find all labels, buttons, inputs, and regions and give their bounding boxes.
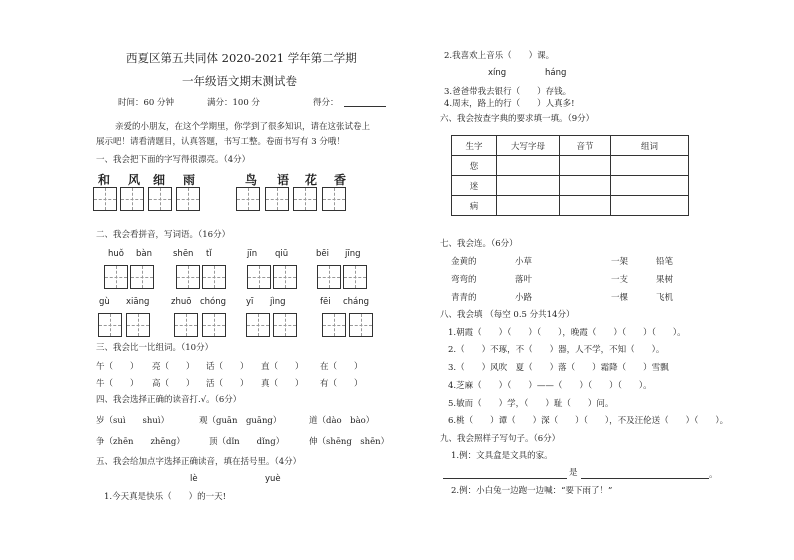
q5-sentence[interactable]: 2.我喜欢上音乐（ ）课。 [444,51,555,61]
table-header-row [452,136,689,156]
match-item[interactable]: 铅笔 [656,257,674,267]
q5-sentence[interactable]: 1.今天真是快乐（ ）的一天! [104,492,227,502]
q4-item[interactable]: 顶（dǐn dǐng） [209,437,285,447]
pinyin: yī [246,297,254,307]
exam-subtitle: 一年级语文期末测试卷 [182,74,297,88]
q4-item[interactable]: 观（guān guāng） [199,416,282,426]
exam-got-label: 得分： [313,98,339,108]
q9-example: 2.例：小白兔一边跑一边喊：“要下雨了！” [451,486,613,496]
q1-char: 香 [334,173,347,187]
q1-char: 语 [277,173,290,187]
table-cell: 病 [452,196,497,216]
match-item[interactable]: 一架 [611,257,629,267]
q4-item[interactable]: 道（dào bào） [309,416,375,426]
match-item[interactable]: 一支 [611,275,629,285]
writing-grid[interactable] [322,187,346,211]
q6-title: 六、我会按查字典的要求填一填。（9分） [440,114,595,124]
exam-score: 满分：100 分 [207,98,260,108]
fill-line[interactable]: 5.敏而（ ）学，（ ）耻（ ）问。 [448,399,614,409]
writing-grid[interactable] [104,265,128,289]
q9-example: 1.例：文具盒是文具的家。 [451,451,553,461]
pinyin: gù [99,297,110,307]
score-blank[interactable] [344,106,386,107]
pinyin: qiū [275,249,289,259]
table-header: 生字 [452,136,497,156]
q3-item[interactable]: 真（ ） [261,379,304,389]
fill-line[interactable]: 3.（ ）风吹 夏（ ）落（ ）霜降（ ）雪飘 [448,363,669,373]
writing-grid[interactable] [236,187,260,211]
writing-grid[interactable] [93,187,117,211]
q8-title: 八、我会填 （每空 0.5 分共14分） [440,310,575,320]
q2-title: 二、我会看拼音，写词语。（16分） [96,230,231,240]
writing-grid[interactable] [343,265,367,289]
exam-time: 时间：60 分钟 [118,98,175,108]
pinyin: jīng [345,249,361,259]
q5-sentence[interactable]: 4.周末，路上的行（ ）人真多! [444,99,575,109]
table-cell-blank[interactable] [611,196,689,216]
match-item[interactable]: 果树 [656,275,674,285]
intro-line-2: 展示吧！请看清题目，认真答题，书写工整。卷面书写有 3 分哦！ [96,137,345,147]
writing-grid[interactable] [126,313,150,337]
fill-line[interactable]: 6.桃（ ）谭（ ）深（ ）（ ），不及汪伦送（ ）（ ）。 [448,416,729,426]
q9-title: 九、我会照样子写句子。（6分） [440,434,561,444]
q1-char: 鸟 [245,173,258,187]
table-cell-blank[interactable] [497,196,560,216]
writing-grid[interactable] [174,313,198,337]
q4-item[interactable]: 伸（shēng shēn） [309,437,390,447]
writing-grid[interactable] [273,265,297,289]
table-cell-blank[interactable] [560,176,611,196]
pinyin: yuè [265,474,281,484]
writing-grid[interactable] [202,265,226,289]
q4-item[interactable]: 岁（suì shuì） [96,416,170,426]
q4-title: 四、我会选择正确的读音打.√。（6分） [96,395,242,405]
table-cell-blank[interactable] [560,196,611,216]
intro-line-1: 亲爱的小朋友，在这个学期里，你学到了很多知识，请在这张试卷上 [115,122,371,132]
table-row [452,176,689,196]
writing-grid[interactable] [130,265,154,289]
q7-title: 七、我会连。（6分） [440,239,518,249]
pinyin: jìng [270,297,286,307]
match-item[interactable]: 金黄的 [451,257,477,267]
q1-char: 雨 [183,173,196,187]
pinyin: bēi [316,249,329,259]
q3-item[interactable]: 活（ ） [206,379,249,389]
writing-grid[interactable] [349,313,373,337]
table-header: 组词 [611,136,689,156]
table-row [452,196,689,216]
table-cell-blank[interactable] [611,176,689,196]
writing-grid[interactable] [273,313,297,337]
fill-line[interactable]: 2.（ ）不琢，不（ ）器，人不学，不知（ ）。 [448,345,665,355]
q1-title: 一、我会把下面的字写得很漂亮。（4分） [96,155,251,165]
writing-grid[interactable] [246,313,270,337]
q1-char: 花 [305,173,318,187]
writing-grid[interactable] [322,313,346,337]
q1-char: 风 [128,173,141,187]
writing-grid[interactable] [202,313,226,337]
match-item[interactable]: 一棵 [611,293,629,303]
writing-grid[interactable] [293,187,317,211]
q3-item[interactable]: 直（ ） [261,362,304,372]
table-cell-blank[interactable] [497,176,560,196]
answer-line[interactable] [443,478,567,479]
q4-item[interactable]: 争（zhēn zhēng） [96,437,185,447]
q1-char: 细 [153,173,166,187]
writing-grid[interactable] [98,313,122,337]
pinyin: lè [190,474,198,484]
match-item[interactable]: 小路 [515,293,533,303]
pinyin: shēn [173,249,194,259]
table-header: 音节 [560,136,611,156]
q3-item[interactable]: 话（ ） [206,362,249,372]
q1-char: 和 [98,173,111,187]
writing-grid[interactable] [176,187,200,211]
table-row [452,156,689,176]
pinyin: huǒ [108,249,124,259]
writing-grid[interactable] [120,187,144,211]
table-header: 大写字母 [497,136,560,156]
table-cell-blank[interactable] [497,156,560,176]
pinyin: xiāng [126,297,150,307]
writing-grid[interactable] [247,265,271,289]
pinyin: cháng [343,297,370,307]
writing-grid[interactable] [176,265,200,289]
q3-item[interactable]: 高（ ） [152,379,195,389]
table-cell: 迷 [452,176,497,196]
match-item[interactable]: 青青的 [451,293,477,303]
q5-sentence[interactable]: 3.爸爸带我去银行（ ）存钱。 [444,87,572,97]
q3-item[interactable]: 有（ ） [320,379,363,389]
period: 。 [709,470,718,480]
pinyin: jīn [247,249,258,259]
writing-grid[interactable] [317,265,341,289]
dictionary-table [451,135,689,216]
q3-item[interactable]: 牛（ ） [96,379,139,389]
pinyin: chóng [200,297,227,307]
q5-title: 五、我会给加点字选择正确读音，填在括号里。（4分） [96,457,302,467]
writing-grid[interactable] [148,187,172,211]
table-cell-blank[interactable] [560,156,611,176]
q3-title: 三、我会比一比组词。（10分） [96,343,214,353]
match-item[interactable]: 落叶 [515,275,533,285]
pinyin: xíng [488,68,507,78]
match-item[interactable]: 小草 [515,257,533,267]
pinyin: háng [545,68,567,78]
answer-line[interactable] [581,478,709,479]
pinyin: zhuō [171,297,192,307]
match-item[interactable]: 弯弯的 [451,275,477,285]
table-cell: 您 [452,156,497,176]
match-item[interactable]: 飞机 [656,293,674,303]
pinyin: fēi [320,297,331,307]
table-cell-blank[interactable] [611,156,689,176]
q9-is: 是 [569,468,578,478]
writing-grid[interactable] [265,187,289,211]
pinyin: tǐ [206,249,212,259]
q3-item[interactable]: 亮（ ） [152,362,195,372]
fill-line[interactable]: 1.朝霞（ ）（ ）（ ），晚霞（ ）（ ）（ ）。 [448,328,686,338]
pinyin: bàn [136,249,152,259]
fill-line[interactable]: 4.芝麻（ ）（ ）——（ ）（ ）（ ）。 [448,381,652,391]
q3-item[interactable]: 在（ ） [320,362,363,372]
exam-title: 西夏区第五共同体 2020-2021 学年第二学期 [126,51,357,65]
q3-item[interactable]: 午（ ） [96,362,139,372]
